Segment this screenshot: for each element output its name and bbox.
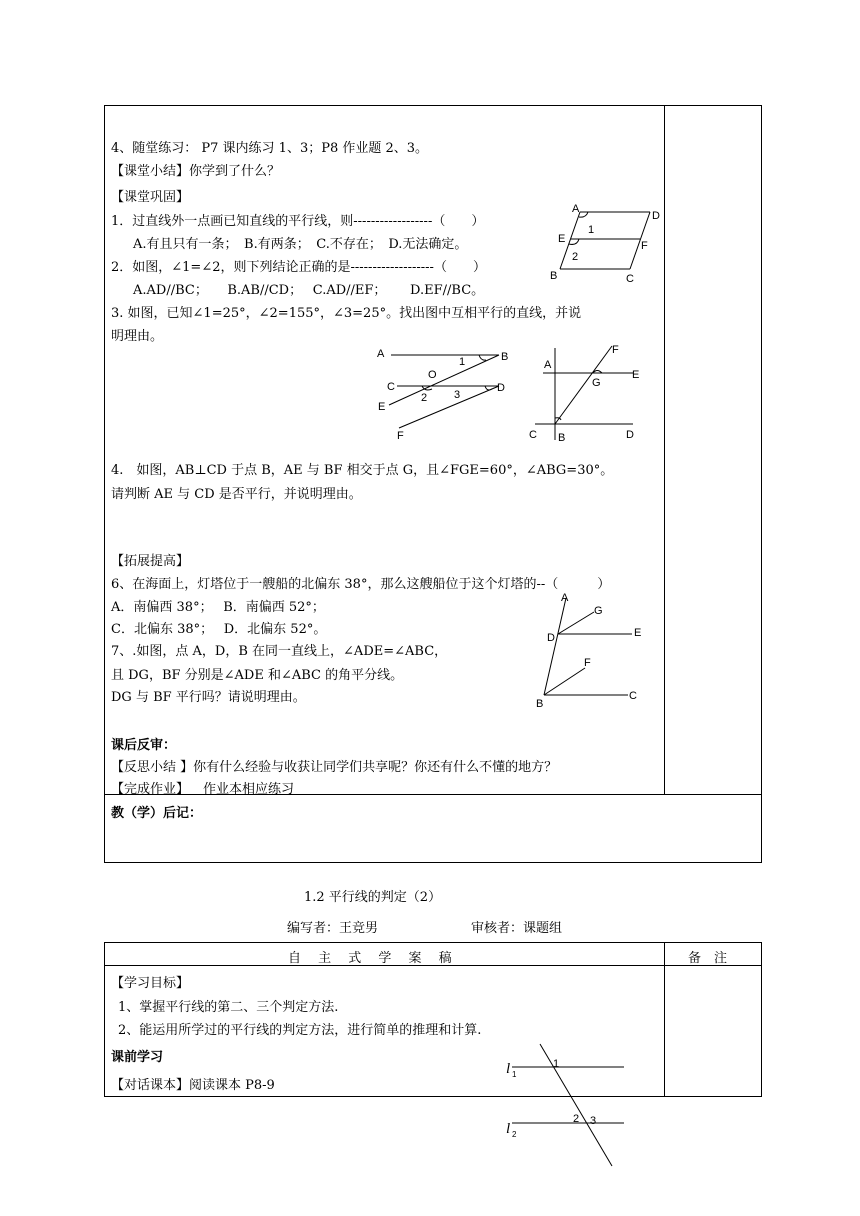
dialogue-label: 【对话课本】 — [111, 1078, 190, 1093]
label-c: C — [629, 690, 637, 702]
homework-line — [111, 778, 294, 797]
teaching-notes-label: 教（学）后记： — [111, 806, 203, 821]
label-l2: l — [506, 1121, 511, 1137]
label-f: F — [612, 344, 619, 356]
label-a: A — [377, 348, 385, 360]
extend-label: 【拓展提高】 — [111, 554, 190, 569]
question-6: 6、在海面上，灯塔位于一艘船的北偏东 38°，那么这艘船位于这个灯塔的--（ ） — [111, 577, 611, 592]
question-1: 1．过直线外一点画已知直线的平行线，则------------------（ ） — [111, 214, 485, 229]
figure-transversal — [500, 1040, 640, 1175]
homework-text: 作业本相应练习 — [203, 782, 295, 797]
table1-bottom-border — [104, 862, 762, 863]
label-l1-subscript: 1 — [512, 1070, 517, 1079]
homework-label: 【完成作业】 — [111, 782, 190, 797]
figure-q7 — [530, 590, 650, 710]
table2-column-divider — [664, 942, 665, 1097]
question-3-line1: 3. 如图，已知∠1=25°，∠2=155°，∠3=25°。找出图中互相平行的直线，并说 — [111, 306, 582, 321]
label-f: F — [397, 430, 404, 442]
question-1-options: A.有且只有一条； B.有两条； C.不存在； D.无法确定。 — [133, 237, 468, 252]
reviewer: 审核者：课题组 — [471, 921, 563, 936]
label-b: B — [536, 698, 544, 710]
label-a: A — [561, 592, 569, 604]
reflect-label: 【反思小结 】 — [111, 760, 194, 775]
reflect-title: 课后反审： — [111, 738, 177, 753]
goal-1: 1、掌握平行线的第二、三个判定方法. — [118, 1000, 339, 1015]
question-7-line3: DG 与 BF 平行吗？请说明理由。 — [111, 690, 306, 705]
question-6-options-cd: C．北偏东 38°； D．北偏东 52°。 — [111, 622, 327, 637]
question-2-options: A.AD//BC； B.AB//CD； C.AD//EF； D.EF//BC。 — [133, 283, 485, 298]
angle-1-label: 1 — [459, 356, 466, 368]
label-c: C — [626, 273, 634, 285]
question-4-line2: 请判断 AE 与 CD 是否平行，并说明理由。 — [111, 487, 362, 502]
label-a: A — [572, 203, 580, 215]
label-g: G — [594, 605, 603, 617]
label-d: D — [652, 210, 660, 222]
label-f: F — [641, 240, 648, 252]
summary-label: 【课堂小结】 — [111, 164, 190, 179]
label-b: B — [558, 432, 566, 444]
reflect-text: 你有什么经验与收获让同学们共享呢？你还有什么不懂的地方？ — [193, 760, 558, 775]
question-3-line2: 明理由。 — [111, 329, 164, 344]
summary-line — [111, 160, 280, 179]
angle-2-label: 2 — [421, 392, 428, 404]
label-l2-subscript: 2 — [512, 1130, 517, 1139]
label-e: E — [632, 369, 640, 381]
question-7-line2: 且 DG，BF 分别是∠ADE 和∠ABC 的角平分线。 — [111, 668, 404, 683]
question-4-line1: 4. 如图，AB⊥CD 于点 B，AE 与 BF 相交于点 G，且∠FGE=60°，∠ABG=30°。 — [111, 463, 614, 478]
label-o: O — [428, 369, 437, 381]
dialogue-line — [111, 1074, 275, 1093]
goal-label: 【学习目标】 — [111, 976, 190, 991]
angle-3-label: 3 — [454, 389, 461, 401]
table2-right-border — [761, 942, 762, 1097]
figure-q3-left — [375, 342, 515, 442]
header-notes: 备 注 — [688, 951, 728, 966]
reflect-line — [111, 756, 557, 775]
section-title: 1.2 平行线的判定（2） — [304, 890, 442, 905]
label-l1: l — [506, 1061, 511, 1077]
label-b: B — [501, 351, 509, 363]
angle-1-label: 1 — [553, 1058, 560, 1070]
angle-3-label: 3 — [590, 1115, 597, 1127]
label-e: E — [558, 233, 566, 245]
label-a: A — [544, 359, 552, 371]
label-b: B — [550, 270, 558, 282]
figure-q4 — [527, 340, 657, 448]
table2-left-border — [104, 942, 105, 1097]
practice-line: 4、随堂练习： P7 课内练习 1、3；P8 作业题 2、3。 — [111, 141, 429, 156]
question-6-options-ab: A．南偏西 38°； B．南偏西 52°； — [111, 600, 325, 615]
consolidate-label: 【课堂巩固】 — [111, 190, 190, 205]
label-e: E — [378, 401, 386, 413]
label-e: E — [634, 627, 642, 639]
angle-1-label: 1 — [588, 224, 595, 236]
question-2: 2．如图，∠1=∠2，则下列结论正确的是-------------------（ ） — [111, 260, 486, 275]
label-f: F — [584, 657, 591, 669]
table1-left-border — [104, 105, 105, 863]
label-d: D — [547, 632, 555, 644]
summary-text: 你学到了什么？ — [189, 164, 281, 179]
header-main: 自 主 式 学 案 稿 — [288, 951, 452, 966]
label-c: C — [529, 429, 537, 441]
table1-right-border — [761, 105, 762, 863]
dialogue-text: 阅读课本 P8-9 — [189, 1078, 275, 1093]
label-d: D — [497, 382, 505, 394]
goal-2: 2、能运用所学过的平行线的判定方法，进行简单的推理和计算. — [118, 1023, 482, 1038]
author: 编写者：王竞男 — [287, 921, 379, 936]
angle-2-label: 2 — [572, 251, 579, 263]
label-g: G — [592, 377, 601, 389]
label-d: D — [626, 429, 634, 441]
question-7-line1: 7、.如图，点 A，D，B 在同一直线上，∠ADE=∠ABC， — [111, 644, 448, 659]
figure-parallelogram — [548, 202, 668, 285]
angle-2-label: 2 — [573, 1113, 580, 1125]
pre-study-title: 课前学习 — [111, 1050, 164, 1065]
label-c: C — [387, 381, 395, 393]
